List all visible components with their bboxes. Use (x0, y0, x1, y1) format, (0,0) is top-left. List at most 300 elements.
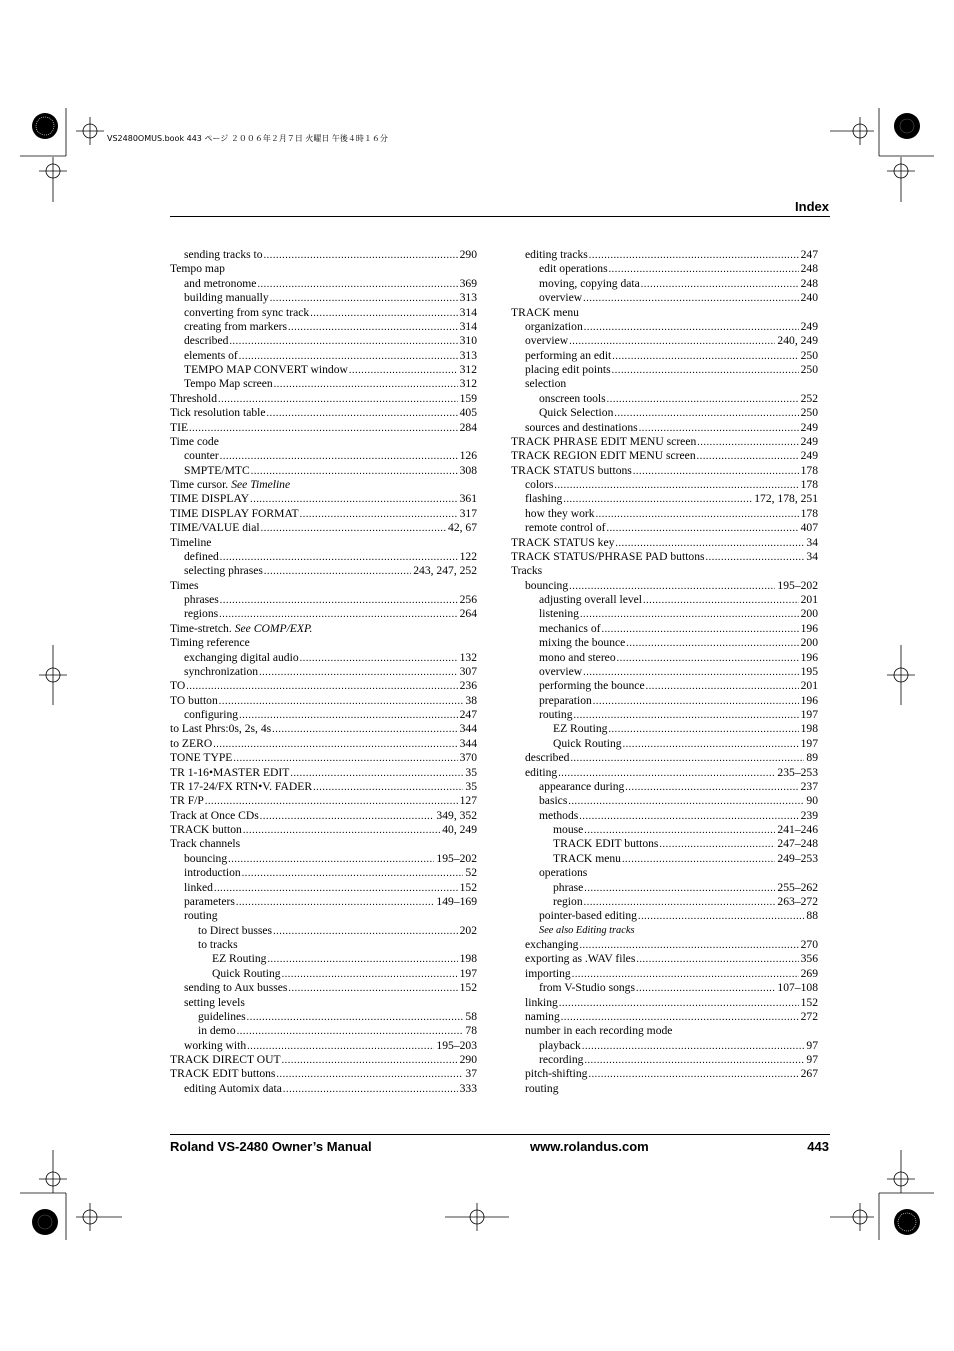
page-reference: 34 (806, 549, 818, 563)
index-entry (511, 866, 818, 880)
index-term: TRACK PHRASE EDIT MENU screen (511, 434, 697, 448)
page-reference: 344 (459, 736, 477, 750)
page-reference: 247 (800, 248, 818, 261)
index-term: TO button (170, 693, 218, 707)
leader-dots (261, 522, 446, 535)
page-reference: 239 (800, 808, 818, 822)
leader-dots (561, 1011, 799, 1024)
index-entry (511, 435, 818, 449)
index-term: TRACK STATUS/PHRASE PAD buttons (511, 549, 705, 563)
leader-dots (300, 508, 458, 521)
page-reference: 270 (800, 938, 818, 951)
index-entry (170, 1082, 477, 1096)
index-term: counter (184, 449, 219, 463)
index-term: flashing (525, 492, 563, 506)
leader-dots (583, 666, 798, 679)
index-term: naming (525, 1009, 560, 1023)
index-entry (511, 809, 818, 823)
leader-dots (623, 738, 799, 751)
page-reference: 249 (800, 420, 818, 434)
index-term: overview (539, 291, 583, 305)
index-term: TEMPO MAP CONVERT window (184, 363, 348, 376)
page-reference: 38 (465, 693, 477, 707)
page-reference: 97 (806, 1038, 818, 1052)
index-term: sources and destinations (525, 420, 638, 434)
leader-dots (243, 824, 440, 837)
page-reference: 34 (806, 535, 818, 549)
leader-dots (239, 709, 458, 722)
page-reference: 314 (459, 305, 477, 319)
index-entry (511, 550, 818, 564)
index-entry (511, 392, 818, 406)
index-term: pitch-shifting (525, 1067, 588, 1081)
index-entry (170, 564, 477, 578)
index-entry (511, 1010, 818, 1024)
page-reference: 196 (800, 650, 818, 664)
index-entry (511, 981, 818, 995)
leader-dots (239, 350, 458, 363)
index-term: parameters (184, 894, 235, 908)
index-entry (170, 492, 477, 506)
index-entry (511, 895, 818, 909)
index-term: configuring (184, 708, 239, 721)
index-entry (170, 881, 477, 895)
index-term: editing (525, 765, 558, 779)
index-term: appearance during (539, 779, 625, 793)
index-term: preparation (539, 693, 592, 707)
index-entry (170, 550, 477, 564)
page-reference: 290 (459, 248, 477, 261)
index-term: bouncing (525, 578, 569, 592)
leader-dots (574, 709, 799, 722)
page-header-title: Index (795, 199, 829, 214)
page-reference: 196 (800, 621, 818, 635)
page-reference: 247–248 (777, 837, 818, 851)
index-term: TR 1-16•MASTER EDIT (170, 765, 290, 779)
index-entry (511, 837, 818, 851)
page-reference: 312 (459, 363, 477, 376)
index-entry (511, 952, 818, 966)
index-term: working with (184, 1038, 247, 1052)
leader-dots (283, 1083, 458, 1096)
index-entry (511, 291, 818, 305)
index-entry (511, 881, 818, 895)
index-term: number in each recording mode (525, 1024, 673, 1038)
index-entry (511, 794, 818, 808)
index-entry (170, 766, 477, 780)
leader-dots (282, 1054, 458, 1067)
index-entry (511, 421, 818, 435)
page-reference: 195–202 (436, 851, 477, 865)
index-term: basics (539, 794, 568, 808)
leader-dots (609, 263, 799, 276)
index-entry (511, 363, 818, 377)
page-reference: 200 (800, 636, 818, 650)
index-term: TONE TYPE (170, 751, 233, 765)
index-entry (170, 421, 477, 435)
index-term: Tempo Map screen (184, 377, 273, 391)
page-reference: 313 (459, 348, 477, 362)
index-term: remote control of (525, 521, 606, 535)
leader-dots (273, 925, 458, 938)
index-term: Tempo map (170, 262, 225, 276)
leader-dots (349, 364, 458, 377)
index-entry (511, 593, 818, 607)
leader-dots (612, 364, 799, 377)
page-reference: 248 (800, 276, 818, 290)
index-entry (511, 478, 818, 492)
page-reference: 407 (800, 521, 818, 535)
index-entry (170, 579, 477, 593)
index-term: TRACK REGION EDIT MENU screen (511, 449, 696, 463)
footer-rule (170, 1134, 830, 1135)
index-entry (511, 262, 818, 276)
page-reference: 250 (800, 348, 818, 362)
leader-dots (233, 752, 457, 765)
index-term: exchanging (525, 938, 579, 951)
leader-dots (260, 810, 435, 823)
index-entry (511, 708, 818, 722)
index-term: from V-Studio songs (539, 981, 635, 995)
index-entry (170, 996, 477, 1010)
index-term: to tracks (198, 938, 238, 951)
index-entry (511, 579, 818, 593)
page-reference: 97 (806, 1053, 818, 1066)
index-term: recording (539, 1053, 584, 1066)
page-reference: 369 (459, 276, 477, 290)
leader-dots (247, 1040, 434, 1053)
index-entry (170, 909, 477, 923)
page-reference: 195–203 (436, 1038, 477, 1052)
index-term: edit operations (539, 262, 608, 276)
page-reference: 78 (465, 1024, 477, 1038)
leader-dots (606, 522, 798, 535)
index-entry (511, 996, 818, 1010)
leader-dots (584, 1054, 804, 1067)
page-reference: 405 (459, 406, 477, 420)
index-term: and metronome (184, 276, 257, 290)
page-reference: 90 (806, 794, 818, 808)
leader-dots (633, 465, 799, 478)
index-entry (170, 751, 477, 765)
page-reference: 197 (459, 966, 477, 980)
index-term: setting levels (184, 995, 245, 1009)
index-entry (170, 809, 477, 823)
index-term: Timeline (170, 535, 212, 549)
index-entry (511, 722, 818, 736)
leader-dots (251, 465, 458, 478)
index-entry (511, 492, 818, 506)
leader-dots (596, 508, 799, 521)
index-term: onscreen tools (539, 391, 606, 405)
index-term: linked (184, 880, 213, 894)
page-reference: 195 (800, 664, 818, 678)
page-reference: 240 (800, 291, 818, 305)
index-term: region (553, 894, 583, 908)
index-entry (511, 766, 818, 780)
index-term: importing (525, 966, 571, 980)
page-reference: 269 (800, 966, 818, 980)
index-entry (170, 895, 477, 909)
index-entry (170, 435, 477, 449)
page-reference: 249 (800, 319, 818, 333)
page-reference: 247 (459, 708, 477, 721)
index-entry (511, 1024, 818, 1038)
index-term: introduction (184, 866, 241, 880)
index-term: how they work (525, 506, 595, 520)
page-reference: 333 (459, 1081, 477, 1095)
index-term: described (525, 751, 570, 765)
page-reference: 127 (459, 794, 477, 808)
page-reference: 195–202 (777, 578, 818, 592)
page-reference: 241–246 (777, 823, 818, 836)
index-entry (511, 1039, 818, 1053)
page-reference: 107–108 (777, 981, 818, 995)
page-reference: 308 (459, 463, 477, 477)
page-reference: 197 (800, 736, 818, 750)
index-entry (511, 277, 818, 291)
page-reference: 236 (459, 679, 477, 693)
page-reference: 267 (800, 1067, 818, 1081)
page-reference: 198 (800, 722, 818, 736)
index-entry (511, 320, 818, 334)
leader-dots (264, 565, 411, 578)
index-entry (511, 607, 818, 621)
page-reference: 314 (459, 319, 477, 333)
index-term: Tick resolution table (170, 406, 266, 420)
page-reference: 172, 178, 251 (754, 492, 818, 506)
leader-dots (626, 637, 798, 650)
index-entry (511, 564, 818, 578)
page-reference: 37 (465, 1067, 477, 1081)
page-reference: 152 (800, 995, 818, 1009)
index-entry (170, 823, 477, 837)
leader-dots (270, 292, 458, 305)
leader-dots (607, 393, 799, 406)
leader-dots (259, 666, 458, 679)
index-entry (170, 1067, 477, 1081)
leader-dots (639, 422, 799, 435)
index-entry (170, 924, 477, 938)
index-term: sending tracks to (184, 248, 263, 261)
leader-dots (612, 350, 798, 363)
leader-dots (569, 335, 775, 348)
index-entry (170, 1010, 477, 1024)
index-entry (511, 248, 818, 262)
leader-dots (220, 450, 458, 463)
leader-dots (584, 824, 775, 837)
page-reference: 42, 67 (448, 521, 477, 535)
index-term: Quick Routing (212, 966, 281, 980)
page-reference: 249 (800, 434, 818, 448)
page-reference: 178 (800, 463, 818, 477)
leader-dots (697, 450, 799, 463)
index-entry (170, 464, 477, 478)
index-entry (511, 1082, 818, 1096)
page-reference: 240, 249 (777, 334, 818, 348)
page-reference: 361 (459, 492, 477, 506)
index-term: Quick Routing (553, 736, 622, 750)
see-reference: See also Editing tracks (539, 924, 635, 936)
see-reference: See Timeline (231, 478, 291, 491)
see-reference: See COMP/EXP. (234, 621, 313, 635)
leader-dots (229, 335, 457, 348)
index-term: linking (525, 995, 558, 1009)
index-entry (170, 722, 477, 736)
index-term: organization (525, 319, 583, 333)
page-reference: 58 (465, 1009, 477, 1023)
leader-dots (282, 968, 458, 981)
leader-dots (601, 623, 798, 636)
index-entry (170, 320, 477, 334)
index-entry (170, 737, 477, 751)
index-term: TRACK STATUS buttons (511, 463, 632, 477)
index-term: Timing reference (170, 636, 250, 650)
index-term: TIME/VALUE dial (170, 521, 260, 535)
page-reference: 152 (459, 981, 477, 995)
page-reference: 370 (459, 751, 477, 765)
index-term: performing an edit (525, 348, 612, 362)
index-entry (511, 967, 818, 981)
index-entry (170, 1039, 477, 1053)
page-reference: 89 (806, 751, 818, 765)
index-term: described (184, 334, 229, 348)
index-term: TO (170, 679, 186, 693)
index-entry (170, 406, 477, 420)
index-term: routing (525, 1081, 559, 1095)
leader-dots (186, 680, 457, 693)
index-term: sending to Aux busses (184, 981, 288, 995)
leader-dots (588, 1068, 798, 1081)
page-reference: 263–272 (777, 894, 818, 908)
index-entry (170, 1024, 477, 1038)
index-term: selection (525, 377, 567, 391)
leader-dots (584, 882, 775, 895)
leader-dots (583, 292, 798, 305)
leader-dots (220, 551, 458, 564)
index-entry (170, 363, 477, 377)
footer-manual-title: Roland VS-2480 Owner’s Manual (170, 1139, 372, 1154)
page-reference: 249 (800, 449, 818, 463)
index-term: to Direct busses (198, 923, 273, 937)
page-reference: 178 (800, 478, 818, 491)
index-entry (170, 938, 477, 952)
leader-dots (563, 493, 752, 506)
index-entry (511, 349, 818, 363)
leader-dots (615, 537, 804, 550)
index-entry (170, 636, 477, 650)
index-term: pointer-based editing (539, 909, 637, 923)
leader-dots (272, 723, 457, 736)
leader-dots (584, 896, 776, 909)
page-reference: 126 (459, 449, 477, 463)
index-entry (511, 636, 818, 650)
index-entry (170, 607, 477, 621)
page-reference: 310 (459, 334, 477, 348)
index-entry (511, 306, 818, 320)
page-reference: 196 (800, 693, 818, 707)
page-reference: 201 (800, 679, 818, 693)
index-entry (170, 780, 477, 794)
leader-dots (572, 968, 799, 981)
index-term: phrases (184, 593, 219, 606)
index-term: routing (539, 708, 573, 721)
index-term: Tracks (511, 564, 543, 578)
index-entry (170, 694, 477, 708)
leader-dots (608, 723, 798, 736)
page-reference: 200 (800, 607, 818, 621)
index-entry (170, 665, 477, 679)
leader-dots (697, 436, 798, 449)
index-term: Time-stretch. (170, 621, 232, 635)
index-entry (170, 248, 477, 262)
index-term: EZ Routing (553, 722, 608, 736)
leader-dots (614, 407, 798, 420)
index-term: performing the bounce (539, 679, 645, 693)
leader-dots (646, 680, 799, 693)
leader-dots (570, 752, 804, 765)
index-term: Track at Once CDs (170, 808, 259, 822)
index-term: mouse (553, 823, 584, 836)
index-term: selecting phrases (184, 564, 263, 578)
page-reference: 88 (806, 909, 818, 923)
index-term: EZ Routing (212, 952, 267, 966)
index-entry (170, 349, 477, 363)
index-term: Quick Selection (539, 406, 614, 420)
index-term: TRACK menu (553, 851, 621, 865)
index-entry (511, 823, 818, 837)
index-term: adjusting overall level (539, 593, 643, 606)
index-entry (511, 334, 818, 348)
index-entry (511, 1053, 818, 1067)
index-entry (170, 794, 477, 808)
index-term: to ZERO (170, 736, 213, 750)
index-term: bouncing (184, 851, 228, 865)
index-term: in demo (198, 1024, 236, 1038)
index-entry (170, 952, 477, 966)
index-term: building manually (184, 291, 269, 305)
leader-dots (579, 810, 798, 823)
page-reference: 252 (800, 391, 818, 405)
leader-dots (257, 278, 457, 291)
leader-dots (205, 795, 458, 808)
leader-dots (288, 982, 457, 995)
index-term: Threshold (170, 391, 218, 405)
leader-dots (625, 781, 798, 794)
leader-dots (267, 407, 458, 420)
index-term: routing (184, 909, 218, 923)
index-column-right (511, 248, 818, 1096)
index-term: TIE (170, 420, 189, 434)
page-reference: 349, 352 (436, 808, 477, 822)
index-term: mono and stereo (539, 650, 616, 664)
index-entry (170, 1053, 477, 1067)
index-entry (511, 651, 818, 665)
leader-dots (264, 249, 458, 262)
index-term: TR 17-24/FX RTN•V. FADER (170, 779, 313, 793)
index-term: moving, copying data (539, 276, 640, 290)
index-term: operations (539, 866, 588, 880)
leader-dots (638, 910, 804, 923)
page-reference: 250 (800, 363, 818, 376)
index-term: Track channels (170, 837, 241, 851)
index-term: TRACK STATUS key (511, 535, 615, 549)
leader-dots (659, 838, 775, 851)
page-reference: 256 (459, 593, 477, 606)
index-term: colors (525, 478, 554, 491)
page-reference: 264 (459, 607, 477, 621)
index-entry (170, 622, 477, 636)
